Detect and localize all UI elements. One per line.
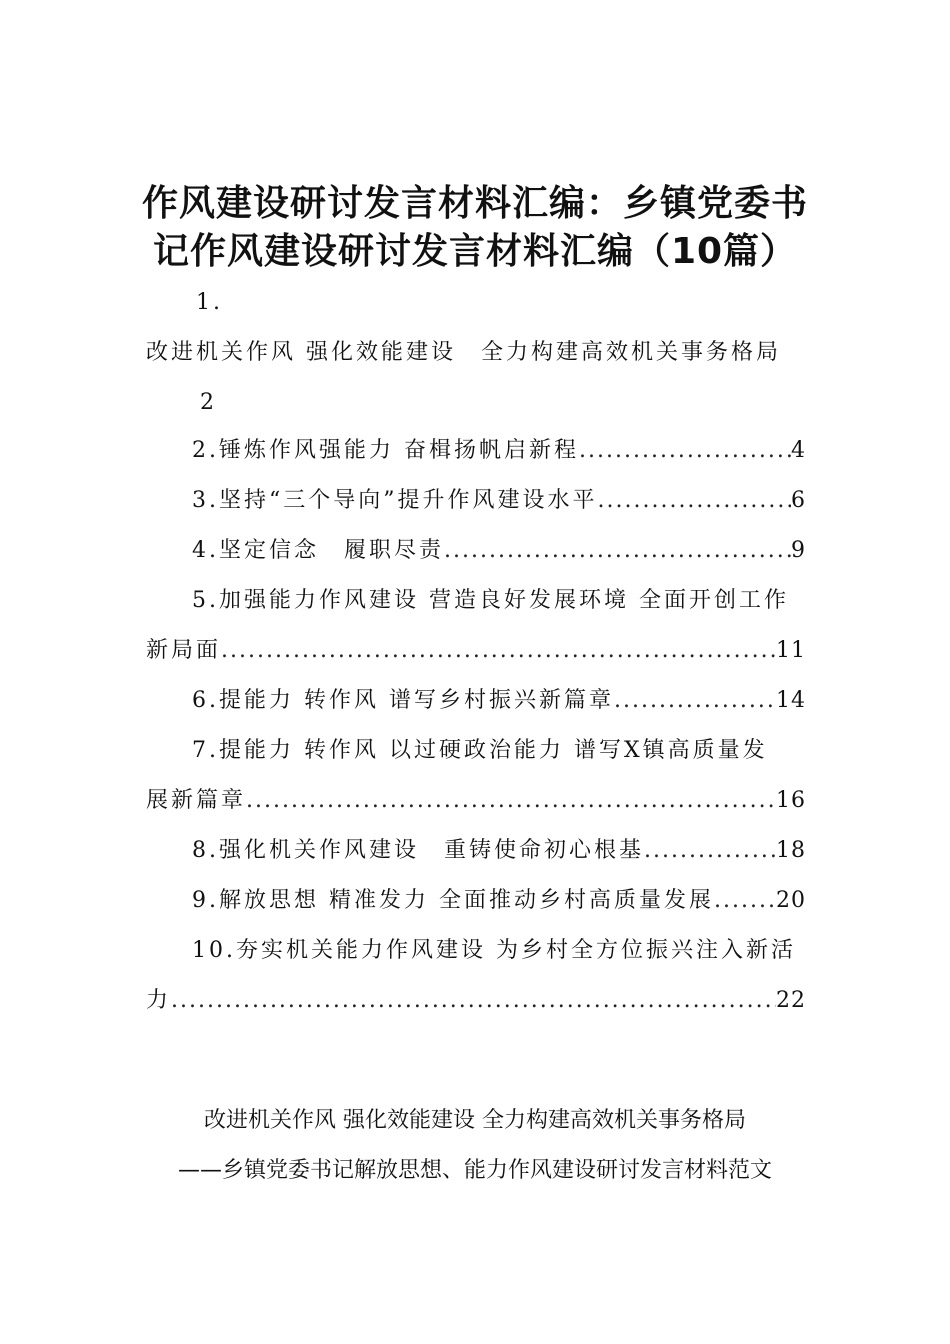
toc-entry-text: 1. bbox=[196, 290, 223, 315]
toc-entry-7-line2[interactable] bbox=[146, 786, 806, 816]
toc-leader-dots bbox=[614, 686, 776, 716]
toc-entry-1[interactable] bbox=[146, 338, 781, 368]
toc-entry-2[interactable] bbox=[192, 436, 806, 466]
toc-page-number: 22 bbox=[776, 988, 806, 1013]
toc-page-number: 9 bbox=[791, 538, 806, 563]
toc-entry-text: 4.坚定信念 履职尽责 bbox=[192, 538, 444, 563]
toc-entry-5-line2[interactable] bbox=[146, 636, 806, 666]
toc-entry-text: 2.锤炼作风强能力 奋楫扬帆启新程 bbox=[192, 438, 579, 463]
toc-entry-text: 8.强化机关作风建设 重铸使命初心根基 bbox=[192, 838, 644, 863]
toc-page-number: 6 bbox=[791, 488, 806, 513]
toc-page-number: 11 bbox=[776, 638, 806, 663]
toc-entry-text: 10.夯实机关能力作风建设 为乡村全方位振兴注入新活 bbox=[192, 938, 796, 963]
document-title-line1: 作风建设研讨发言材料汇编：乡镇党委书 bbox=[141, 183, 808, 224]
toc-entry-text: 5.加强能力作风建设 营造良好发展环境 全面开创工作 bbox=[192, 588, 789, 613]
toc-entry-3[interactable] bbox=[192, 486, 806, 516]
toc-entry-text: 力 bbox=[146, 988, 172, 1013]
toc-entry-text: 改进机关作风 强化效能建设 全力构建高效机关事务格局 bbox=[146, 340, 781, 365]
toc-entry-text: 6.提能力 转作风 谱写乡村振兴新篇章 bbox=[192, 688, 614, 713]
toc-page-number: 16 bbox=[776, 788, 806, 813]
toc-entry-text: 9.解放思想 精准发力 全面推动乡村高质量发展 bbox=[192, 888, 714, 913]
toc-entry-6[interactable] bbox=[192, 686, 806, 716]
toc-leader-dots bbox=[171, 986, 776, 1016]
toc-entry-10-line2[interactable] bbox=[146, 986, 806, 1016]
toc-leader-dots bbox=[579, 436, 791, 466]
toc-leader-dots bbox=[714, 886, 776, 916]
toc-entry-4[interactable] bbox=[192, 536, 806, 566]
toc-entry-9[interactable] bbox=[192, 886, 806, 916]
toc-entry-text: 3.坚持“三个导向”提升作风建设水平 bbox=[192, 488, 598, 513]
toc-page-number: 20 bbox=[776, 888, 806, 913]
toc-page-number: 14 bbox=[776, 688, 806, 713]
toc-entry-7-line1[interactable] bbox=[192, 736, 768, 766]
toc-leader-dots bbox=[598, 486, 792, 516]
toc-page-number: 2 bbox=[200, 390, 215, 415]
toc-leader-dots bbox=[221, 636, 776, 666]
toc-entry-10-line1[interactable] bbox=[192, 936, 796, 966]
toc-entry-text: 新局面 bbox=[146, 638, 222, 663]
section-subheading: ——乡镇党委书记解放思想、能力作风建设研讨发言材料范文 bbox=[177, 1158, 772, 1183]
toc-entry-text: 展新篇章 bbox=[146, 788, 247, 813]
toc-entry-1-number[interactable] bbox=[196, 288, 223, 318]
toc-leader-dots bbox=[246, 786, 776, 816]
toc-page-number: 4 bbox=[791, 438, 806, 463]
toc-leader-dots bbox=[444, 536, 791, 566]
toc-leader-dots bbox=[644, 836, 776, 866]
toc-entry-8[interactable] bbox=[192, 836, 806, 866]
toc-entry-1-page[interactable] bbox=[200, 388, 215, 418]
document-title-line2: 记作风建设研讨发言材料汇编（10篇） bbox=[152, 231, 798, 272]
toc-entry-5-line1[interactable] bbox=[192, 586, 789, 616]
toc-page-number: 18 bbox=[776, 838, 806, 863]
section-heading: 改进机关作风 强化效能建设 全力构建高效机关事务格局 bbox=[204, 1108, 746, 1133]
toc-entry-text: 7.提能力 转作风 以过硬政治能力 谱写X镇高质量发 bbox=[192, 738, 768, 763]
